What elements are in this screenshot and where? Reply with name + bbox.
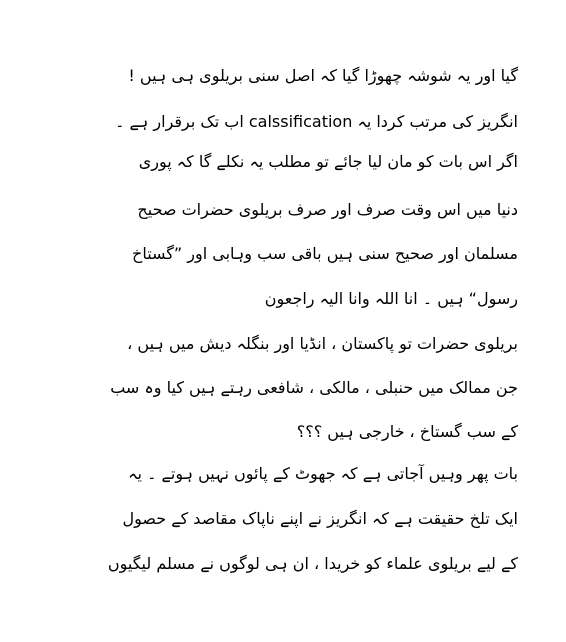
text-line-2: انگریز کی مرتب کردا یہ calssification اب تک برقرار ہے ۔ xyxy=(115,112,518,131)
text-line-4: دنیا میں اس وقت صرف اور صرف بریلوی حضرات صحیح xyxy=(137,200,518,219)
text-line-8: جن ممالک میں حنبلی ، مالکی ، شافعی رہتے ہیں کیا وہ سب xyxy=(110,378,518,397)
text-line-3: اگر اس بات کو مان لیا جائے تو مطلب یہ نکلے گا کہ پوری xyxy=(138,152,518,171)
text-line-12: کے لیے بریلوی علماء کو خریدا ، ان ہی لوگوں نے مسلم لیگیوں xyxy=(107,554,518,573)
text-line-7: بریلوی حضرات تو پاکستان ، انڈیا اور بنگلہ دیش میں ہیں ، xyxy=(127,334,518,353)
text-line-1: گیا اور یہ شوشہ چھوڑا گیا کہ اصل سنی بریلوی ہی ہیں ! xyxy=(128,66,518,85)
text-line-9: کے سب گستاخ ، خارجی ہیں ؟؟؟ xyxy=(296,422,518,441)
text-line-6: رسول“ ہیں ۔ انا اللہ وانا الیہ راجعون xyxy=(264,289,518,308)
text-line-10: بات پھر وہیں آجاتی ہے کہ جھوٹ کے پائوں نہیں ہوتے ۔ یہ xyxy=(128,464,518,483)
text-line-11: ایک تلخ حقیقت ہے کہ انگریز نے اپنے ناپاک مقاصد کے حصول xyxy=(122,509,518,528)
text-line-5: مسلمان اور صحیح سنی ہیں باقی سب وہابی اور ”گستاخ xyxy=(131,244,518,263)
